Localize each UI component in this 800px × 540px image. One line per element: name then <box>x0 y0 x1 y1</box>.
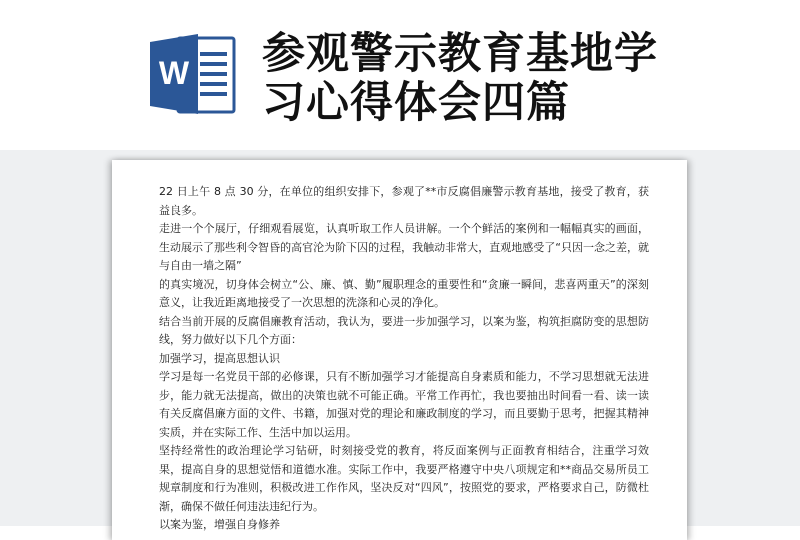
word-document-icon <box>148 30 238 118</box>
page-title <box>262 30 682 128</box>
paragraph: 22 日上午 8 点 30 分，在单位的组织安排下，参观了**市反腐倡廉警示教育基地，接受了教育，获益良多。 <box>159 185 649 217</box>
header <box>0 0 800 150</box>
document-body <box>159 183 649 535</box>
paragraph: 走进一个个展厅，仔细观看展览，认真听取工作人员讲解。一个个鲜活的案例和一幅幅真实的画面，生动展示了那些利令智昏的高官沦为阶下囚的过程，我触动非常大，直观地感受了“只因一念之差，就与自由一墙之隔” <box>159 222 649 272</box>
paragraph: 的真实境况，切身体会树立“公、廉、慎、勤”履职理念的重要性和“贪廉一瞬间，悲喜两重天”的深刻意义，让我近距离地接受了一次思想的洗涤和心灵的净化。 <box>159 277 649 309</box>
section-heading: 加强学习，提高思想认识 <box>159 351 280 365</box>
paragraph: 学习是每一名党员干部的必修课，只有不断加强学习才能提高自身素质和能力，不学习思想就无法进步，能力就无法提高，做出的决策也就不可能正确。平常工作再忙，我也要抽出时间看一看、读一读有关反腐倡廉方面的文件、书籍，加强对党的理论和廉政制度的学习，而且要勤于思考，把握其精神实质，并在实际工作、生活中加以运用。 <box>159 370 649 439</box>
paragraph: 坚持经常性的政治理论学习钻研，时刻接受党的教育，将反面案例与正面教育相结合，注重学习效果，提高自身的思想觉悟和道德水准。实际工作中，我要严格遵守中央八项规定和**商品交易所员工规章制度和行为准则，积极改进工作作风，坚决反对“四风”，按照党的要求，严格要求自己，防微杜渐，确保不做任何违法违纪行为。 <box>159 444 649 513</box>
page-title-line-2: 习心得体会四篇 <box>262 78 570 128</box>
page-title-line-1: 参观警示教育基地学 <box>262 29 658 79</box>
paragraph: 结合当前开展的反腐倡廉教育活动，我认为，要进一步加强学习，以案为鉴，构筑拒腐防变的思想防线，努力做好以下几个方面： <box>159 314 649 346</box>
word-icon-letter: W <box>158 55 190 91</box>
section-heading: 以案为鉴，增强自身修养 <box>159 518 280 531</box>
